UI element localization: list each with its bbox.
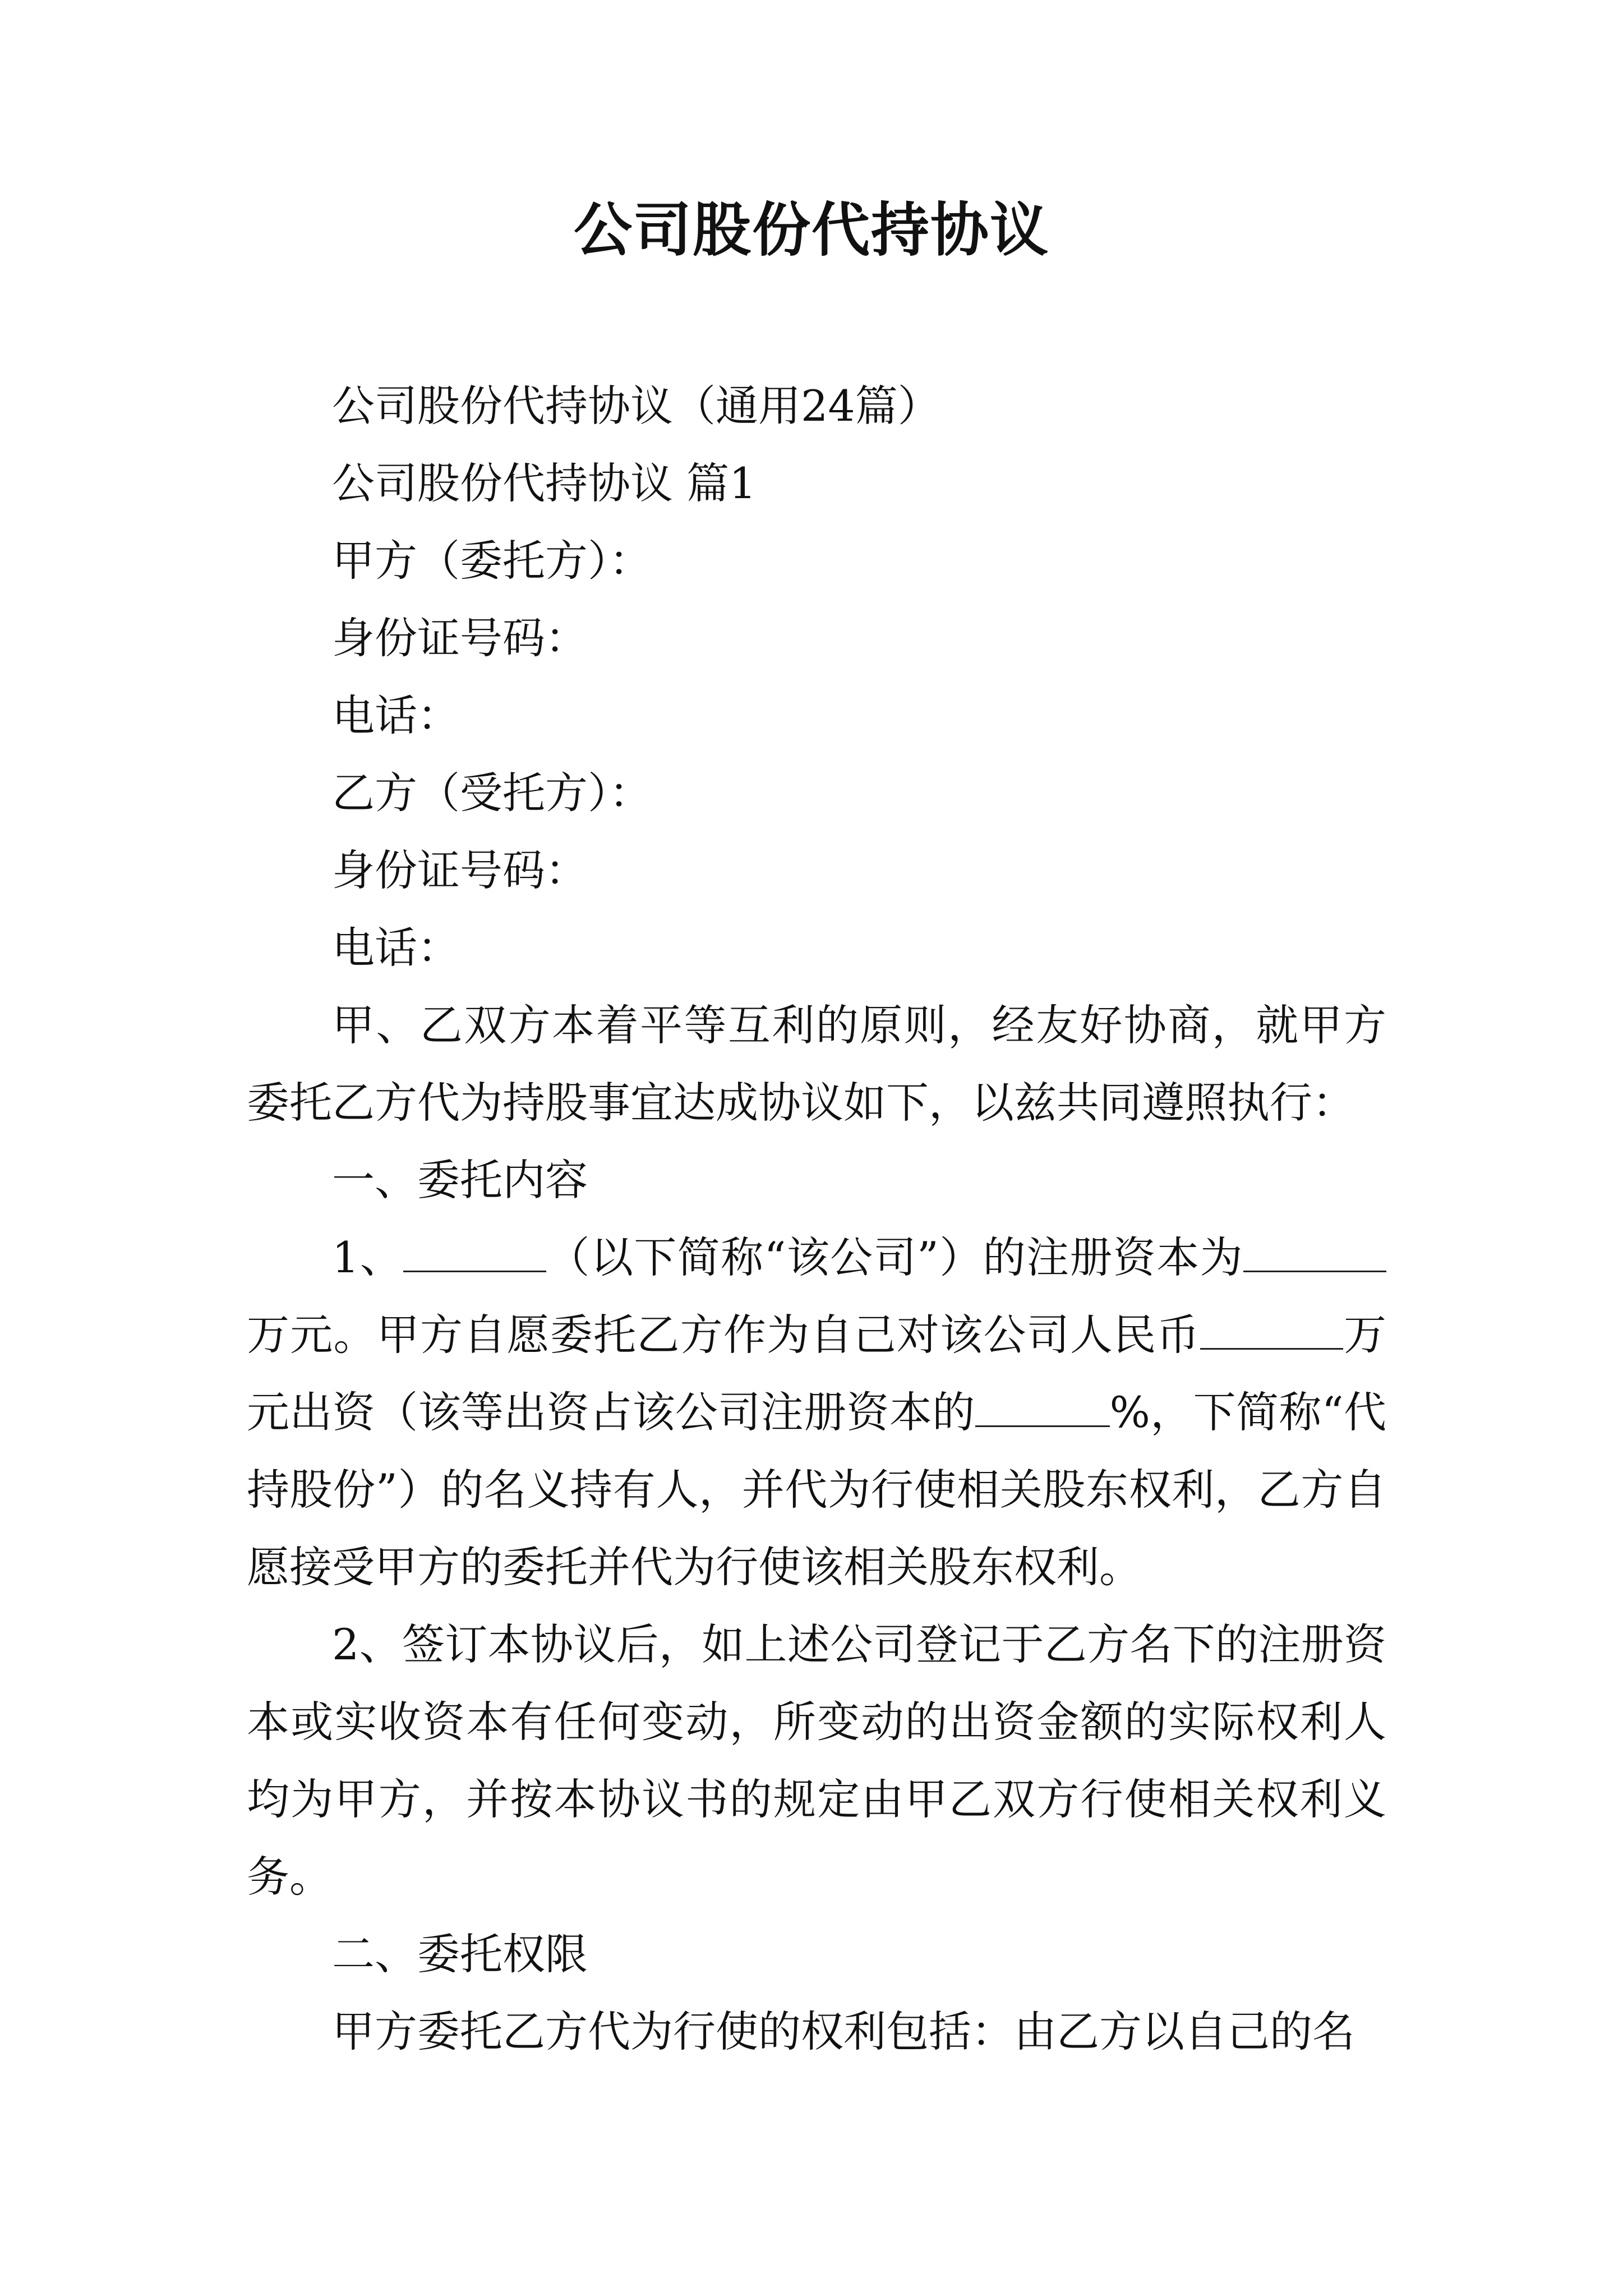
party-b-label: 乙方（受托方）：: [332, 768, 652, 818]
document-title: 公司股份代持协议: [573, 195, 1049, 264]
paragraph-chapter-heading: 公司股份代持协议 篇1: [332, 458, 757, 508]
section-heading-1: 一、委托内容: [332, 1155, 588, 1205]
share-percentage-blank: [975, 1392, 1110, 1427]
registered-capital-blank: [1243, 1237, 1386, 1272]
clause-2-paragraph: 2、签订本协议后，如上述公司登记于乙方名下的注册资本或实收资本有任何变动，所变动的出资金额的实际权利人均为甲方，并按本协议书的规定由甲乙双方行使相关权利义务。: [247, 1619, 1386, 1902]
clause-1-text-c: 万元。甲方自愿委托乙方作为自己对该公司人民币: [247, 1310, 1200, 1360]
authority-paragraph: 甲方委托乙方代为行使的权利包括：由乙方以自己的名: [332, 2007, 1355, 2056]
clause-1-paragraph: [247, 1219, 1386, 1606]
clause-1-text-d: 万元出资（该等出资占该公司注册资本的: [247, 1310, 1387, 1437]
party-b-id-label: 身份证号码：: [332, 845, 588, 895]
clause-1-text-e: %，下简称“代持股份”）的名义持有人，并代为行使相关股东权利，乙方自愿接受甲方的委托并代为行使该相关股东权利。: [247, 1387, 1386, 1592]
party-b-phone-label: 电话：: [332, 923, 460, 973]
section-heading-2: 二、委托权限: [332, 1929, 588, 1979]
party-a-id-label: 身份证号码：: [332, 613, 588, 663]
clause-1-text-a: 1、: [332, 1232, 404, 1282]
document-body: [247, 367, 1386, 2070]
preamble-paragraph: 甲、乙双方本着平等互利的原则，经友好协商，就甲方委托乙方代为持股事宜达成协议如下，以兹共同遵照执行：: [247, 1000, 1386, 1128]
party-a-label: 甲方（委托方）：: [332, 536, 652, 586]
party-a-phone-label: 电话：: [332, 691, 460, 740]
paragraph-subtitle: 公司股份代持协议（通用24篇）: [332, 381, 940, 431]
clause-1-text-b: （以下简称“该公司”）的注册资本为: [546, 1232, 1243, 1282]
company-name-blank: [403, 1237, 546, 1272]
investment-amount-blank: [1200, 1314, 1343, 1350]
